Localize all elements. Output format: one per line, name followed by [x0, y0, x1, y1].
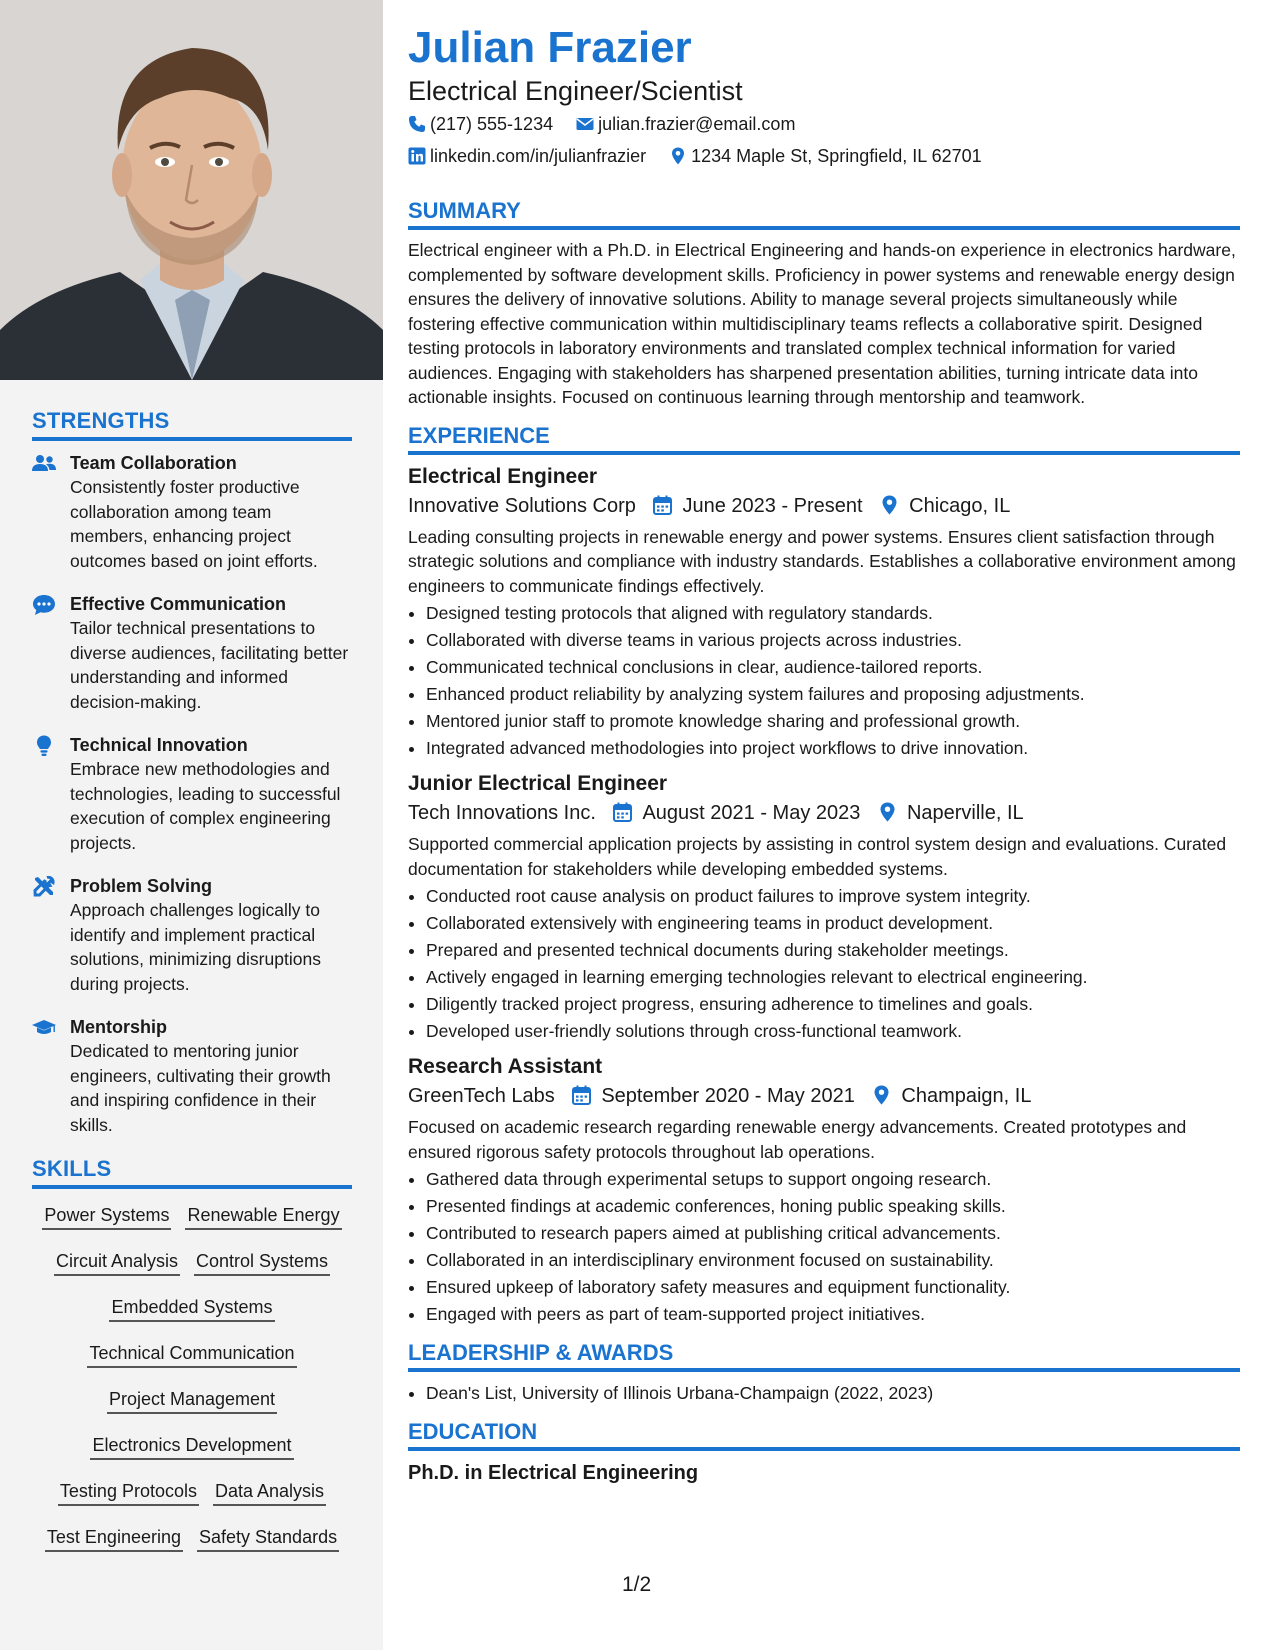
job-bullets [408, 600, 1240, 762]
job-entry [408, 770, 1240, 1045]
contact-email[interactable] [576, 114, 795, 134]
job-desc: Focused on academic research regarding renewable energy advancements. Created prototypes and ensured rigorous safety protocols throughout lab operations. [408, 1117, 1187, 1162]
job-entry [408, 463, 1240, 763]
phone-icon [408, 115, 426, 133]
skill-tag: Test Engineering [45, 1525, 183, 1552]
list-item: • Actively engaged in learning emerging technologies relevant to electrical engineering. [426, 964, 1240, 991]
address-text: 1234 Maple St, Springfield, IL 62701 [691, 146, 982, 166]
summary-heading: SUMMARY [408, 198, 1240, 230]
job-role: Electrical Engineer [408, 464, 598, 488]
list-item: • Gathered data through experimental setups to support ongoing research. [426, 1166, 1240, 1193]
contact-address [669, 146, 982, 166]
calendar-icon [613, 802, 632, 822]
strength-item [32, 451, 352, 573]
job-meta [408, 1081, 1240, 1111]
job-desc: Leading consulting projects in renewable energy and power systems. Ensures client satisfaction through strategic solutions and compliance with industry standards. Establishes a collaborative environment among engineers to communicate findings effectively. [408, 526, 1236, 596]
skill-tag: Renewable Energy [185, 1203, 341, 1230]
main-content [408, 22, 1240, 1487]
list-item: • Mentored junior staff to promote knowledge sharing and professional growth. [426, 708, 1240, 735]
strength-item [32, 592, 352, 714]
skill-tag: Control Systems [194, 1249, 330, 1276]
job-role: Junior Electrical Engineer [408, 772, 668, 795]
list-item: • Communicated technical conclusions in clear, audience-tailored reports. [426, 654, 1240, 681]
list-item: • Enhanced product reliability by analyzing system failures and proposing adjustments. [426, 681, 1240, 708]
strength-item [32, 874, 352, 996]
map-pin-icon [669, 147, 687, 165]
job-company: GreenTech Labs [408, 1085, 555, 1107]
lightbulb-icon [32, 735, 56, 757]
job-company: Tech Innovations Inc. [408, 802, 596, 824]
contact-info [408, 108, 1240, 172]
skill-tag: Testing Protocols [58, 1479, 199, 1506]
leadership-heading: LEADERSHIP & AWARDS [408, 1340, 1240, 1372]
strengths-heading: STRENGTHS [32, 408, 352, 441]
strength-desc: Approach challenges logically to identify and implement practical solutions, minimizing disruptions during projects. [70, 900, 321, 994]
list-item: • Conducted root cause analysis on product failures to improve system integrity. [426, 883, 1240, 910]
strength-title: Problem Solving [70, 876, 213, 896]
job-meta [408, 798, 1240, 828]
page-number: 1/2 [622, 1573, 652, 1596]
skill-tag: Project Management [107, 1387, 277, 1414]
email-icon [576, 115, 594, 133]
skill-tag: Technical Communication [87, 1341, 296, 1368]
calendar-icon [572, 1085, 591, 1105]
skill-tag: Circuit Analysis [54, 1249, 180, 1276]
strength-item [32, 733, 352, 855]
contact-phone[interactable] [408, 114, 558, 134]
job-meta [408, 491, 1240, 521]
list-item: • Presented findings at academic conferences, honing public speaking skills. [426, 1193, 1240, 1220]
list-item: • Diligently tracked project progress, ensuring adherence to timelines and goals. [426, 991, 1240, 1018]
list-item: • Dean's List, University of Illinois Urbana-Champaign (2022, 2023) [426, 1380, 1240, 1407]
job-role: Research Assistant [408, 1055, 603, 1078]
job-company: Innovative Solutions Corp [408, 494, 636, 517]
list-item: • Collaborated extensively with engineering teams in product development. [426, 910, 1240, 937]
strength-title: Technical Innovation [70, 735, 248, 755]
job-location: Chicago, IL [909, 494, 1011, 517]
skills-heading: SKILLS [32, 1156, 352, 1189]
profile-photo [0, 0, 383, 380]
experience-heading: EXPERIENCE [408, 423, 1240, 455]
skill-tag: Power Systems [42, 1203, 171, 1230]
job-bullets [408, 1166, 1240, 1328]
email-text: julian.frazier@email.com [598, 114, 796, 134]
calendar-icon [653, 495, 672, 515]
list-item: • Engaged with peers as part of team-supported project initiatives. [426, 1301, 1240, 1328]
strength-desc: Tailor technical presentations to diverse audiences, facilitating better understanding and informed decision-making. [70, 618, 349, 712]
list-item: • Prepared and presented technical documents during stakeholder meetings. [426, 937, 1240, 964]
list-item: • Integrated advanced methodologies into project workflows to drive innovation. [426, 735, 1240, 762]
job-location: Naperville, IL [906, 802, 1024, 824]
leadership-list [408, 1380, 1240, 1407]
skill-tag: Data Analysis [213, 1479, 326, 1506]
skill-tag: Embedded Systems [109, 1295, 274, 1322]
list-item: • Designed testing protocols that aligned with regulatory standards. [426, 600, 1240, 627]
sidebar [0, 0, 383, 1650]
candidate-title: Electrical Engineer/Scientist [408, 76, 743, 106]
education-degree: Ph.D. in Electrical Engineering [408, 1462, 699, 1484]
list-item: • Ensured upkeep of laboratory safety measures and equipment functionality. [426, 1274, 1240, 1301]
map-pin-icon [880, 495, 899, 515]
linkedin-text: linkedin.com/in/julianfrazier [430, 146, 647, 166]
strength-title: Team Collaboration [70, 453, 237, 473]
skill-tag: Electronics Development [90, 1433, 293, 1460]
list-item: • Developed user-friendly solutions through cross-functional teamwork. [426, 1018, 1240, 1045]
strength-desc: Dedicated to mentoring junior engineers, cultivating their growth and inspiring confidence in their skills. [70, 1041, 331, 1135]
strength-desc: Consistently foster productive collaboration among team members, enhancing project outcomes based on joint efforts. [70, 477, 318, 571]
strength-title: Mentorship [70, 1017, 167, 1037]
job-dates: September 2020 - May 2021 [601, 1085, 855, 1107]
tools-icon [32, 876, 56, 898]
strength-item [32, 1015, 352, 1137]
job-entry [408, 1053, 1240, 1328]
chat-icon [32, 594, 56, 616]
list-item: • Collaborated with diverse teams in various projects across industries. [426, 627, 1240, 654]
phone-text: (217) 555-1234 [430, 114, 554, 134]
list-item: • Collaborated in an interdisciplinary environment focused on sustainability. [426, 1247, 1240, 1274]
job-bullets [408, 883, 1240, 1045]
list-item: • Contributed to research papers aimed at publishing critical advancements. [426, 1220, 1240, 1247]
job-dates: June 2023 - Present [682, 494, 863, 517]
job-location: Champaign, IL [901, 1085, 1032, 1107]
education-heading: EDUCATION [408, 1419, 1240, 1451]
linkedin-icon [408, 147, 426, 165]
job-dates: August 2021 - May 2023 [642, 802, 861, 824]
strength-title: Effective Communication [70, 594, 287, 614]
map-pin-icon [878, 802, 897, 822]
skills-list [32, 1203, 352, 1552]
skill-tag: Safety Standards [197, 1525, 339, 1552]
job-desc: Supported commercial application projects by assisting in control system design and evaluations. Curated documentation for stakeholders while developing embedded systems. [408, 834, 1227, 879]
users-icon [32, 453, 56, 475]
map-pin-icon [872, 1085, 891, 1105]
candidate-name: Julian Frazier [408, 23, 692, 72]
graduation-cap-icon [32, 1017, 56, 1039]
summary-text: Electrical engineer with a Ph.D. in Electrical Engineering and hands-on experience in electronics hardware, complemented by software development skills. Proficiency in power systems and renewable energy design ensures the delivery of innovative solutions. Ability to manage several projects simultaneously while fostering effective communication within multidisciplinary teams reflects a collaborative spirit. Designed testing protocols in laboratory environments and translated complex technical information for varied audiences. Engaging with stakeholders has sharpened presentation abilities, turning intricate data into actionable insights. Focused on continuous learning through mentorship and teamwork. [408, 240, 1236, 407]
strength-desc: Embrace new methodologies and technologies, leading to successful execution of complex engineering projects. [70, 759, 341, 853]
contact-linkedin[interactable] [408, 146, 651, 166]
